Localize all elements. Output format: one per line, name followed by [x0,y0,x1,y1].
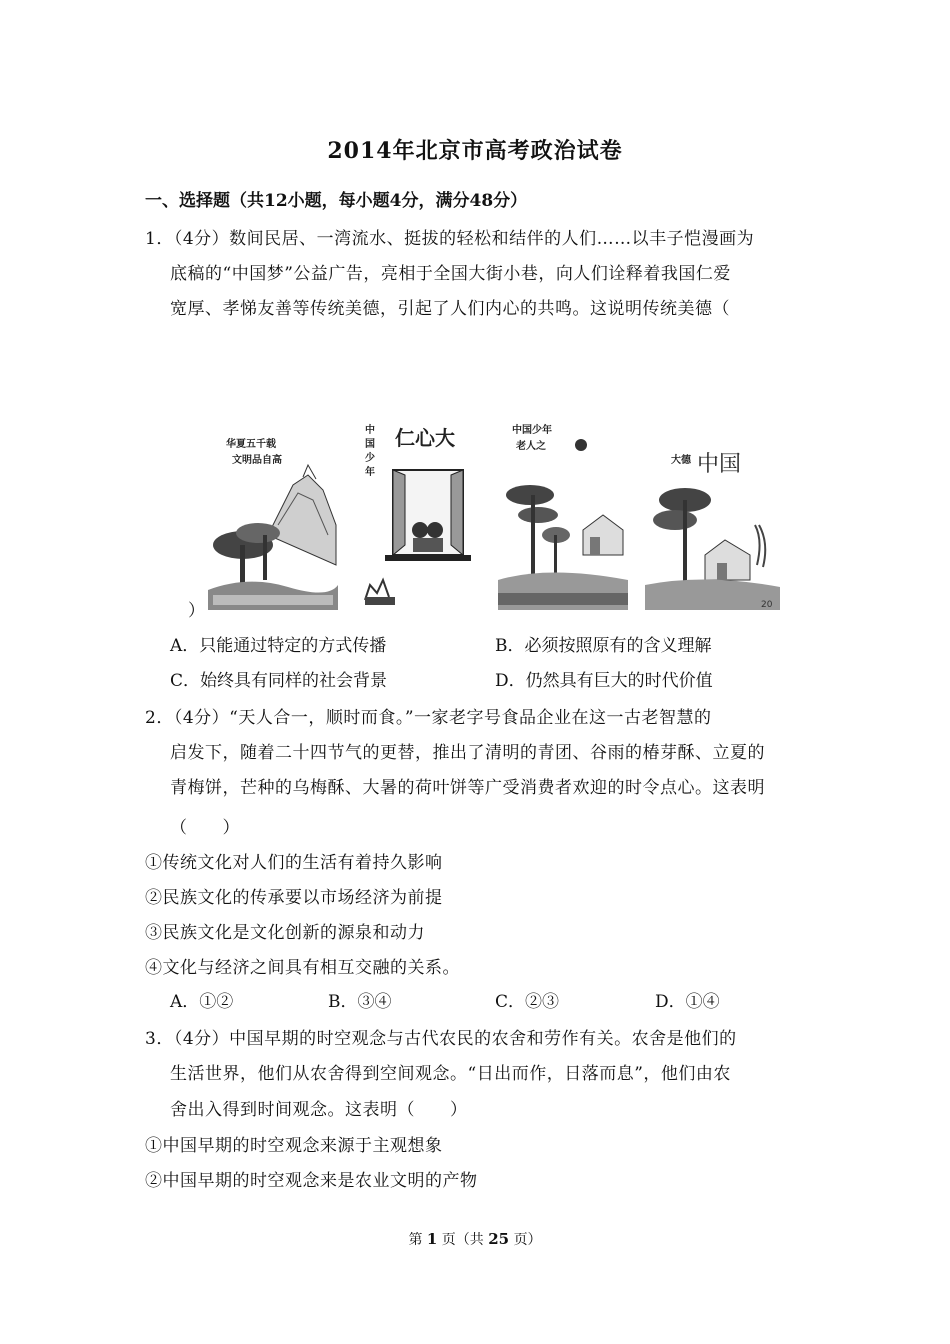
q1-paren-close: ） [188,601,205,621]
footer-prefix: 第 [408,1232,423,1248]
panel4-caption-small: 大德 [671,455,691,466]
panel1-caption-1: 华夏五千载 [226,439,276,450]
cartoon-panel-landscape [208,415,338,610]
panel3-caption-2: 老人之 [516,441,546,452]
panel3-caption-1: 中国少年 [512,425,552,436]
page-footer [0,1229,950,1249]
q1-option-b[interactable]: B．必须按照原有的含义理解 [495,636,712,656]
q2-line-2: 启发下，随着二十四节气的更替，推出了清明的青团、谷雨的椿芽酥、立夏的 [170,743,765,763]
panel2-vertical-3: 少 [365,453,375,464]
q2-option-b[interactable]: B．③④ [328,992,392,1012]
panel4-corner-mark: 20 [761,600,773,610]
panel2-vertical-1: 中 [365,425,375,436]
q2-line-1: 2．（4分）“天人合一，顺时而食。”一家老字号食品企业在这一古老智慧的 [145,708,712,728]
q2-item-3: ③民族文化是文化创新的源泉和动力 [145,923,425,943]
q3-line-3: 舍出入得到时间观念。这表明（ ） [170,1100,468,1120]
q2-item-1: ①传统文化对人们的生活有着持久影响 [145,853,443,873]
panel2-title: 仁心大 [395,426,455,450]
footer-middle: 页（共 [441,1232,484,1248]
q2-item-4: ④文化与经济之间具有相互交融的关系。 [145,958,460,978]
q1-line-1: 1．（4分）数间民居、一湾流水、挺拔的轻松和结伴的人们……以丰子恺漫画为 [145,229,755,249]
footer-page-number: 1 [426,1230,438,1248]
panel2-vertical-4: 年 [365,467,375,478]
panel4-caption-big: 中国 [697,452,742,477]
q2-line-4: （ ） [170,818,240,838]
cartoon-panel-tree [498,415,628,610]
cartoon-panel-window [355,415,480,610]
panel2-vertical-2: 国 [365,439,375,450]
q2-option-a[interactable]: A．①② [170,992,234,1012]
q3-item-1: ①中国早期的时空观念来源于主观想象 [145,1136,443,1156]
page-title: 2014年北京市高考政治试卷 [327,138,623,164]
q2-option-c[interactable]: C．②③ [495,992,560,1012]
footer-suffix: 页） [513,1232,542,1248]
q1-cartoon-figure [200,415,780,615]
q1-line-2: 底稿的“中国梦”公益广告，亮相于全国大街小巷，向人们诠释着我国仁爱 [170,264,731,284]
section-heading: 一、选择题（共12小题，每小题4分，满分48分） [145,191,528,211]
q1-option-a[interactable]: A．只能通过特定的方式传播 [170,636,387,656]
q1-line-3: 宽厚、孝悌友善等传统美德，引起了人们内心的共鸣。这说明传统美德（ [170,299,730,319]
q2-option-d[interactable]: D．①④ [655,992,720,1012]
q3-line-2: 生活世界，他们从农舍得到空间观念。“日出而作，日落而息”，他们由农 [170,1064,731,1084]
footer-total-pages: 25 [488,1230,510,1248]
q3-line-1: 3．（4分）中国早期的时空观念与古代农民的农舍和劳作有关。农舍是他们的 [145,1029,737,1049]
q2-line-3: 青梅饼，芒种的乌梅酥、大暑的荷叶饼等广受消费者欢迎的时令点心。这表明 [170,778,765,798]
panel1-caption-2: 文明品自高 [232,455,282,466]
q1-option-c[interactable]: C．始终具有同样的社会背景 [170,671,388,691]
cartoon-panel-village [645,415,780,610]
q3-item-2: ②中国早期的时空观念来是农业文明的产物 [145,1171,478,1191]
q1-option-d[interactable]: D．仍然具有巨大的时代价值 [495,671,713,691]
q2-item-2: ②民族文化的传承要以市场经济为前提 [145,888,443,908]
